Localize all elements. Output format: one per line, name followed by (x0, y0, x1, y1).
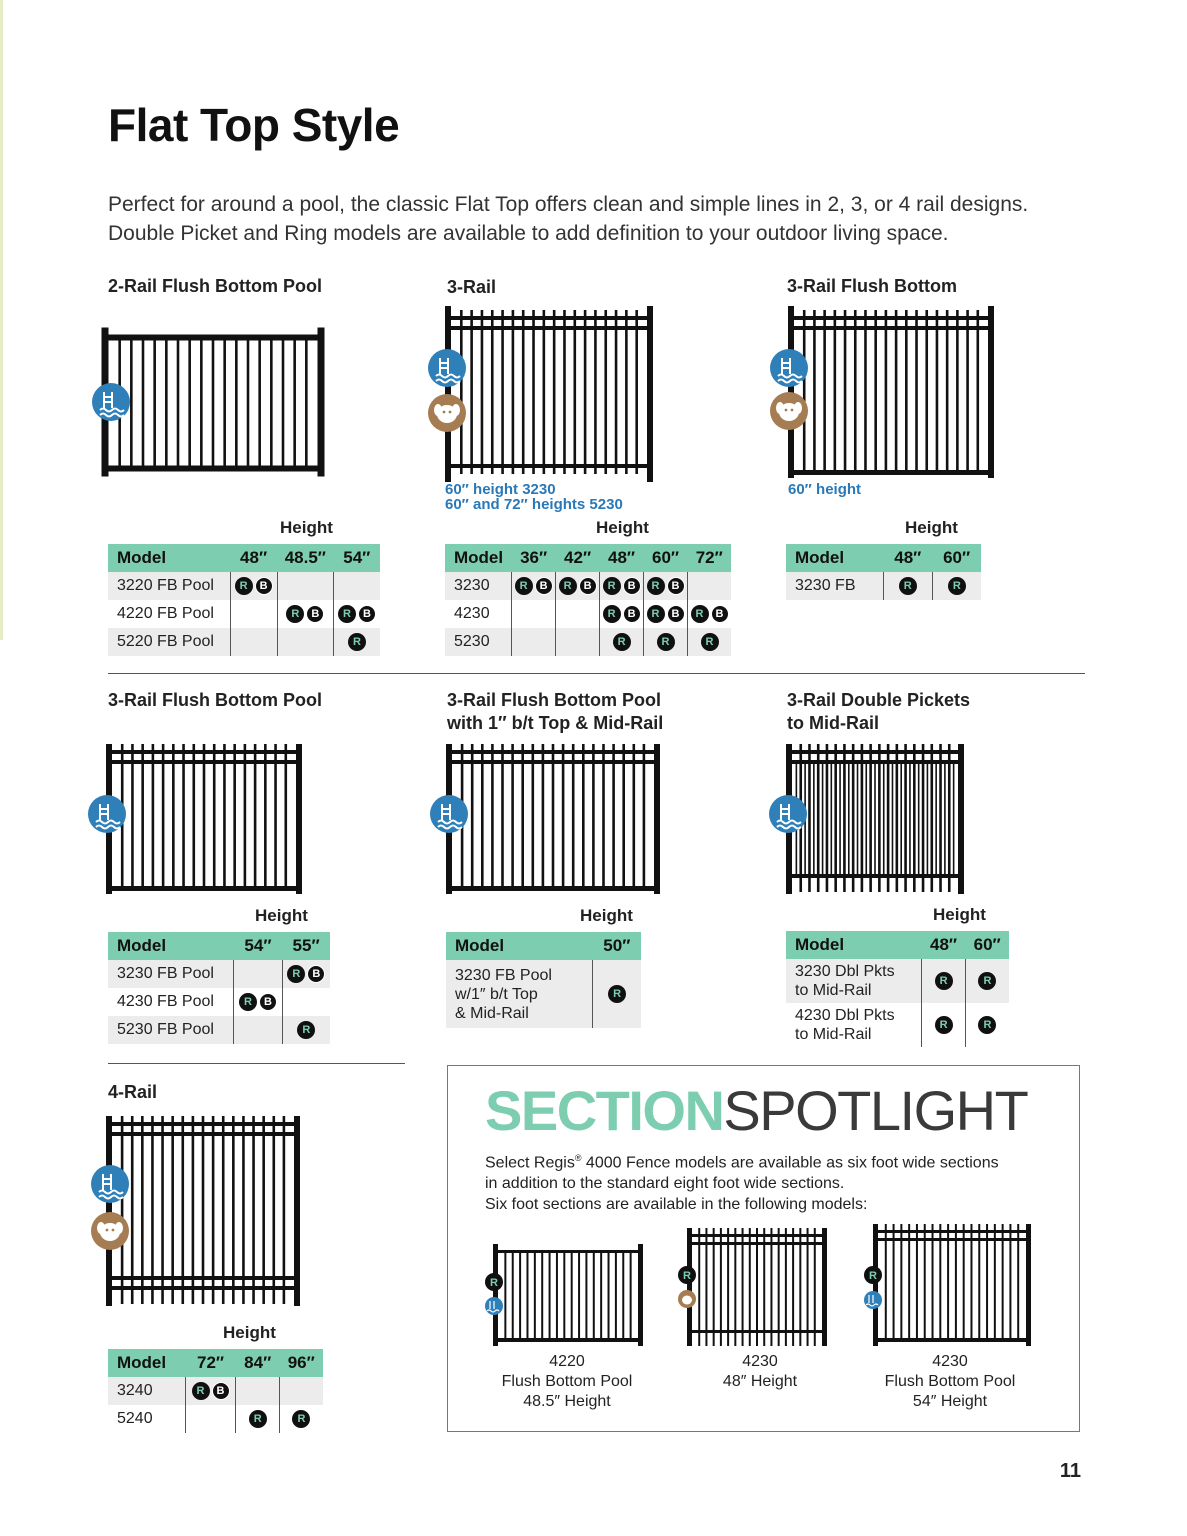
model-cell: 3240 (108, 1377, 185, 1405)
r-badge: R (935, 972, 953, 990)
table-row (445, 572, 731, 600)
model-cell: 5230 (445, 628, 512, 656)
value-cell (932, 572, 981, 600)
model-line-3: & Mid-Rail (455, 1004, 529, 1022)
b-badge: B (307, 965, 325, 983)
intro-text (108, 190, 1108, 248)
r-badge: R (292, 1410, 310, 1428)
r-badge: R (935, 1016, 953, 1034)
pool-icon (769, 795, 807, 833)
text-rest: 4000 Fence models are available as six foot wide sections (581, 1154, 999, 1172)
r-badge-text: R (490, 1277, 498, 1289)
model-cell: 3230 (445, 572, 512, 600)
b-badge: B (306, 605, 324, 623)
table-row (108, 1405, 323, 1433)
model-cell: 5240 (108, 1405, 185, 1433)
section-divider (108, 673, 1085, 674)
spec-table-4-rail (108, 1349, 323, 1433)
r-badge: R (338, 605, 356, 623)
fence-drawing (102, 328, 324, 476)
dog-icon (91, 1212, 129, 1250)
r-badge: R (978, 972, 996, 990)
value-cell (282, 1016, 330, 1044)
model-cell: 5220 FB Pool (108, 628, 230, 656)
spotlight-title (485, 1080, 1027, 1142)
header-cell: 60″ (932, 544, 981, 572)
pool-icon (428, 349, 466, 387)
spotlight-title-b: SPOTLIGHT (723, 1079, 1028, 1142)
value-cell (688, 572, 732, 600)
r-badge: R (287, 965, 305, 983)
model-cell: 4230 (445, 600, 512, 628)
value-cell (600, 628, 644, 656)
model-line-1: 3230 FB Pool (455, 966, 552, 984)
header-cell: Model (108, 544, 230, 572)
spec-table-2-rail-fb-pool (108, 544, 380, 656)
value-cell (600, 600, 644, 628)
header-cell: 48.5″ (277, 544, 333, 572)
header-cell: 84″ (236, 1349, 280, 1377)
r-badge: R (613, 633, 631, 651)
pool-icon (91, 1165, 129, 1203)
value-cell (556, 600, 600, 628)
pool-icon (92, 383, 130, 421)
r-badge: R (515, 577, 533, 595)
table-row (108, 1377, 323, 1405)
r-badge: R (192, 1382, 210, 1400)
spotlight-text (485, 1148, 1065, 1215)
header-cell: Model (108, 1349, 185, 1377)
caption-line-2: Flush Bottom Pool (884, 1373, 1016, 1390)
r-badge: R (249, 1410, 267, 1428)
section-title-3-rail-fb-pool: 3-Rail Flush Bottom Pool (108, 690, 322, 710)
header-model: Model (446, 932, 593, 960)
fence-illustration-3-rail-double-pickets (768, 742, 973, 897)
spotlight-fence-4230-fb-pool (858, 1222, 1038, 1348)
height-label: Height (255, 906, 308, 925)
r-badge: R (899, 577, 917, 595)
note-5230-heights: 60″ and 72″ heights 5230 (445, 496, 623, 513)
table-row (108, 628, 380, 656)
caption-line-2: Flush Bottom Pool (501, 1373, 633, 1390)
header-cell: 42″ (556, 544, 600, 572)
r-badge: R (286, 605, 304, 623)
b-badge: B (259, 993, 277, 1011)
spec-table-3-rail (445, 544, 731, 656)
value-cell (282, 960, 330, 988)
height-label: Height (280, 518, 333, 537)
dog-icon (770, 392, 808, 430)
value-cell (883, 572, 932, 600)
r-badge: R (701, 633, 719, 651)
model-cell: 4230 Dbl Pkts to Mid-Rail (786, 1003, 922, 1047)
model-cell: 4220 FB Pool (108, 600, 230, 628)
value-cell (593, 960, 641, 1028)
value-cell (334, 628, 380, 656)
table-row (108, 960, 330, 988)
value-cell (230, 628, 277, 656)
spec-table-3-rail-double-pickets (786, 931, 1009, 1047)
r-badge: R (978, 1016, 996, 1034)
height-label: Height (580, 906, 633, 925)
section-title-4-rail: 4-Rail (108, 1082, 158, 1102)
section-title-3-rail-fb: 3-Rail Flush Bottom (787, 276, 957, 296)
intro-line-2: Double Picket and Ring models are available to add definition to your outdoor living space. (108, 222, 949, 245)
r-badge: R (647, 605, 665, 623)
value-cell (512, 628, 556, 656)
value-cell (512, 572, 556, 600)
value-cell (279, 1405, 323, 1433)
r-badge: R (691, 605, 709, 623)
b-badge: B (623, 605, 641, 623)
section-divider (108, 1063, 405, 1064)
value-cell (277, 628, 333, 656)
value-cell (234, 1016, 282, 1044)
value-cell (230, 600, 277, 628)
value-cell (556, 628, 600, 656)
b-badge: B (535, 577, 553, 595)
fence-illustration-3-rail-fb-pool-1in (428, 742, 668, 897)
page-number: 11 (1059, 1460, 1081, 1482)
value-cell (556, 572, 600, 600)
value-cell (644, 572, 688, 600)
fence-illustration-4-rail (88, 1114, 308, 1309)
intro-line-1: Perfect for around a pool, the classic Flat Top offers clean and simple lines in 2, 3, or 4 rail designs. (108, 193, 1029, 216)
value-cell (234, 960, 282, 988)
value-cell (512, 600, 556, 628)
header-cell: 36″ (512, 544, 556, 572)
model-cell: 4230 FB Pool (108, 988, 234, 1016)
b-badge: B (667, 577, 685, 595)
header-cell: 96″ (279, 1349, 323, 1377)
r-badge: R (608, 985, 626, 1003)
r-badge: R (348, 633, 366, 651)
value-cell (965, 959, 1009, 1003)
table-row (108, 988, 330, 1016)
spotlight-text-line-3: Six foot sections are available in the following models: (485, 1196, 868, 1214)
value-cell (688, 628, 732, 656)
b-badge: B (579, 577, 597, 595)
header-cell: Model (445, 544, 512, 572)
value-cell (644, 628, 688, 656)
r-badge: R (297, 1021, 315, 1039)
table-row (445, 600, 731, 628)
r-badge: R (603, 577, 621, 595)
model-cell: 3220 FB Pool (108, 572, 230, 600)
pool-icon (430, 795, 468, 833)
table-row (108, 1016, 330, 1044)
value-cell (236, 1377, 280, 1405)
height-label: Height (223, 1323, 276, 1342)
table-row (786, 572, 981, 600)
header-cell: 48″ (600, 544, 644, 572)
caption-line-1: 4230 (932, 1353, 968, 1370)
header-cell: 48″ (922, 931, 966, 959)
header-cell: Model (786, 544, 883, 572)
model-cell (446, 960, 593, 1028)
value-cell (334, 600, 380, 628)
value-cell (236, 1405, 280, 1433)
r-badge: R (603, 605, 621, 623)
r-badge: R (559, 577, 577, 595)
model-cell: 5230 FB Pool (108, 1016, 234, 1044)
b-badge: B (667, 605, 685, 623)
height-label: Height (905, 518, 958, 537)
section-title-line-1: 3-Rail Flush Bottom Pool (447, 690, 661, 710)
header-cell: Model (786, 931, 922, 959)
section-title-3-rail-fb-pool-1in (447, 689, 663, 735)
header-cell: 55″ (282, 932, 330, 960)
section-title-3-rail: 3-Rail (447, 277, 497, 297)
page-title: Flat Top Style (108, 99, 400, 151)
spotlight-caption-4220 (487, 1352, 647, 1412)
caption-line-2: 48″ Height (722, 1373, 798, 1390)
header-cell: 60″ (644, 544, 688, 572)
table-row (108, 600, 380, 628)
model-cell: 3230 FB Pool (108, 960, 234, 988)
spotlight-fence-4220 (480, 1240, 650, 1348)
value-cell (688, 600, 732, 628)
spotlight-text-line-1 (485, 1148, 1065, 1173)
value-cell (234, 988, 282, 1016)
header-cell: Model (108, 932, 234, 960)
r-badge-text: R (869, 1270, 877, 1282)
table-row (786, 959, 1009, 1003)
spec-table-3-rail-fb-pool (108, 932, 330, 1044)
section-title-line-2: with 1″ b/t Top & Mid-Rail (447, 713, 664, 733)
model-cell: 3230 Dbl Pkts to Mid-Rail (786, 959, 922, 1003)
value-cell (965, 1003, 1009, 1047)
value-cell (185, 1405, 236, 1433)
value-cell (334, 572, 380, 600)
header-cell: 54″ (234, 932, 282, 960)
caption-line-1: 4220 (549, 1353, 585, 1370)
dog-icon (428, 394, 466, 432)
b-badge: B (212, 1382, 230, 1400)
spec-table-3-rail-fb (786, 544, 981, 600)
height-label: Height (933, 905, 986, 924)
caption-line-3: 48.5″ Height (523, 1393, 611, 1410)
section-title-2-rail-fb-pool: 2-Rail Flush Bottom Pool (108, 276, 322, 296)
header-50: 50″ (593, 932, 641, 960)
spotlight-fence-4230-48 (672, 1226, 837, 1348)
spec-table-3-rail-fb-pool-1in (446, 932, 641, 1028)
value-cell (282, 988, 330, 1016)
r-badge: R (647, 577, 665, 595)
b-badge: B (358, 605, 376, 623)
note-3230-height: 60″ height 3230 (445, 481, 556, 498)
value-cell (922, 959, 966, 1003)
value-cell (922, 1003, 966, 1047)
b-badge: B (623, 577, 641, 595)
header-cell: 72″ (185, 1349, 236, 1377)
table-row (108, 572, 380, 600)
value-cell (277, 600, 333, 628)
text-regis: Select Regis (485, 1154, 575, 1172)
value-cell (279, 1377, 323, 1405)
value-cell (277, 572, 333, 600)
pool-icon (770, 349, 808, 387)
b-badge: B (711, 605, 729, 623)
fence-illustration-3-rail-fb-pool (88, 742, 308, 897)
value-cell (600, 572, 644, 600)
fence-illustration-3-rail (427, 304, 667, 484)
height-label: Height (596, 518, 649, 537)
caption-line-3: 54″ Height (912, 1393, 988, 1410)
section-title-3-rail-double-pickets (787, 689, 970, 735)
value-cell (644, 600, 688, 628)
table-row (445, 628, 731, 656)
header-cell: 48″ (230, 544, 277, 572)
pool-icon (88, 795, 126, 833)
spotlight-caption-4230-fb-pool (870, 1352, 1030, 1412)
table-row (786, 1003, 1009, 1047)
spotlight-caption-4230-48 (680, 1352, 840, 1392)
value-cell (230, 572, 277, 600)
section-title-line-2: to Mid-Rail (787, 713, 879, 733)
section-title-line-1: 3-Rail Double Pickets (787, 690, 971, 710)
page-edge-strip (0, 0, 3, 640)
r-badge: R (239, 993, 257, 1011)
header-cell: 54″ (334, 544, 380, 572)
model-cell: 3230 FB (786, 572, 883, 600)
note-60-height: 60″ height (788, 481, 862, 498)
fence-illustration-2-rail-fb-pool (90, 322, 335, 480)
b-badge: B (255, 577, 273, 595)
spotlight-title-a: SECTION (485, 1079, 724, 1142)
model-line-2: w/1″ b/t Top (455, 985, 538, 1003)
spotlight-text-line-2: in addition to the standard eight foot wide sections. (485, 1175, 845, 1193)
value-cell (185, 1377, 236, 1405)
header-cell: 72″ (688, 544, 732, 572)
r-badge: R (657, 633, 675, 651)
caption-line-1: 4230 (742, 1353, 778, 1370)
r-badge: R (235, 577, 253, 595)
header-cell: 60″ (965, 931, 1009, 959)
fence-illustration-3-rail-fb (768, 304, 1003, 479)
header-cell: 48″ (883, 544, 932, 572)
registered-mark: ® (574, 1153, 582, 1163)
r-badge-text: R (683, 1270, 691, 1282)
r-badge: R (948, 577, 966, 595)
